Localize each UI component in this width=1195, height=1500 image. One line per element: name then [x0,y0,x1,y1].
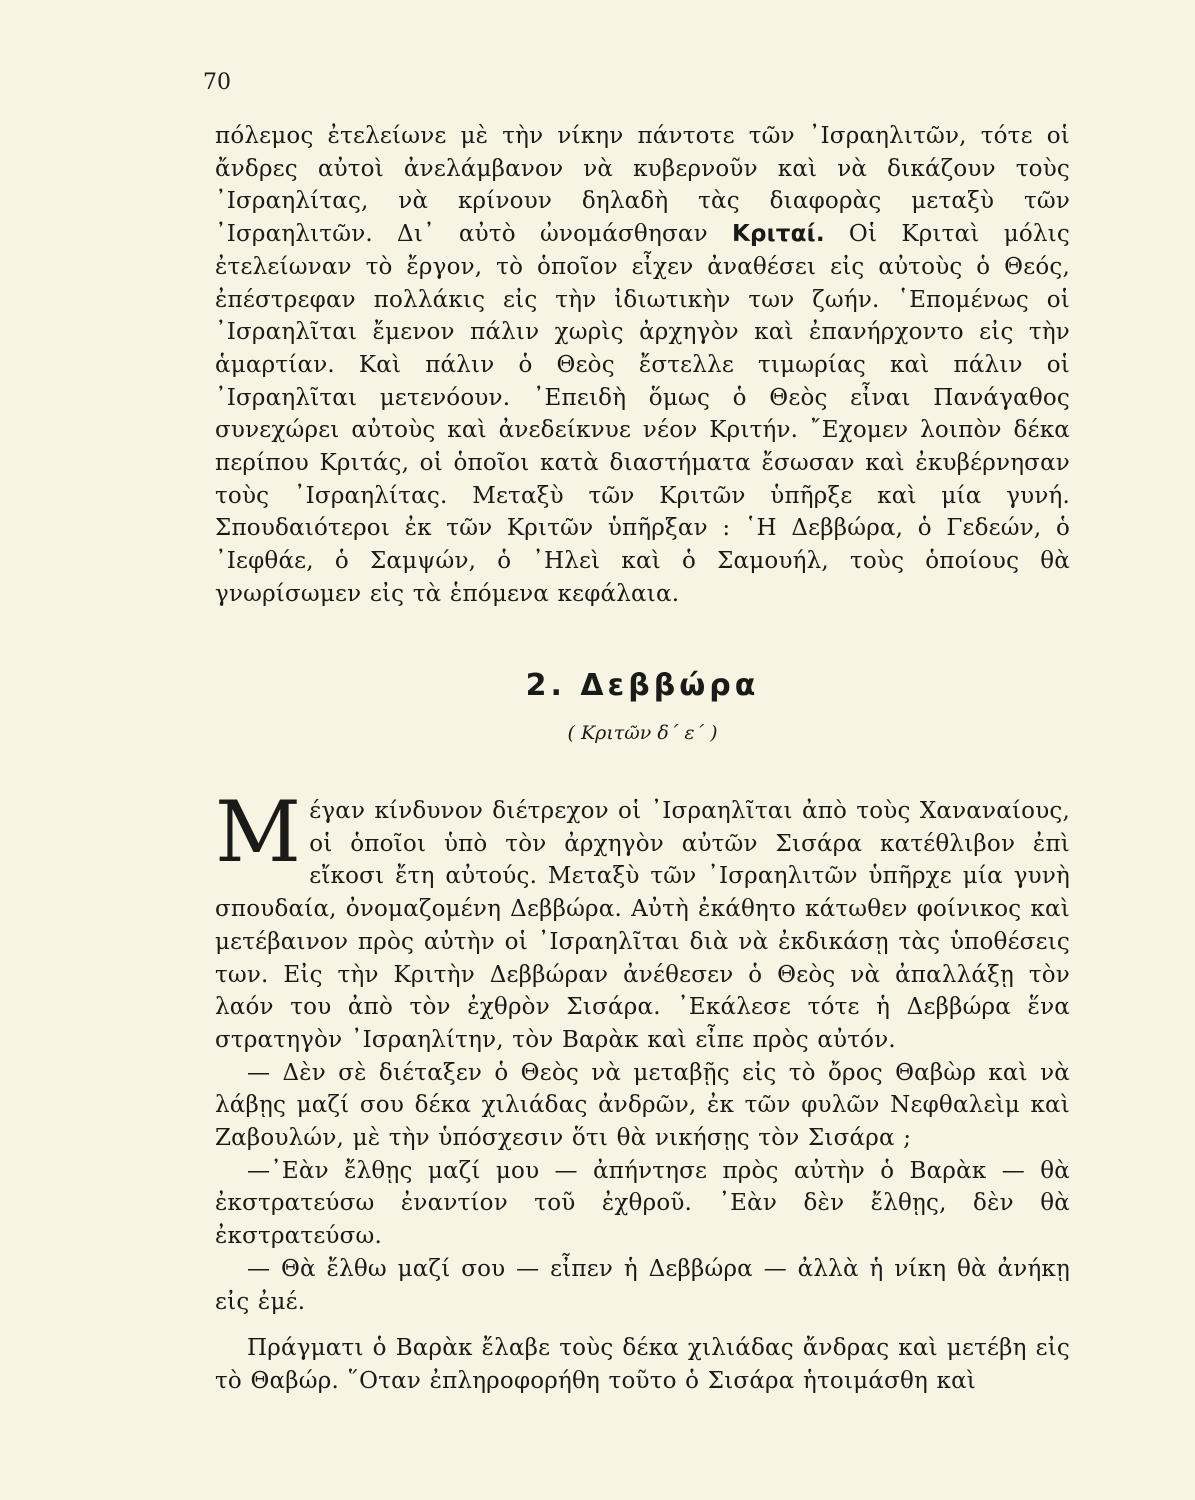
intro-section [215,120,1070,611]
dialogue-line: — Θὰ ἔλθω μαζί σου — εἶπεν ἡ Δεββώρα — ἀλλὰ ἡ νίκη θὰ ἀνήκῃ εἰς ἐμέ. [215,1255,1070,1315]
intro-text-after: Οἱ Κριταὶ μόλις ἐτελείωναν τὸ ἔργον, τὸ ὁποῖον εἶχεν ἀναθέσει εἰς αὐτοὺς ὁ Θεός, ἐπέστρεφαν πολλάκις εἰς τὴν ἰδιωτικὴν των ζωήν. ῾Επομένως οἱ ᾿Ισραηλῖται ἔμενον πάλιν χωρὶς ἀρχηγὸν καὶ ἐπανήρχοντο εἰς τὴν ἁμαρτίαν. Καὶ πάλιν ὁ Θεὸς ἔστελλε τιμωρίας καὶ πάλιν οἱ ᾿Ισραηλῖται μετενόουν. ᾿Επειδὴ ὅμως ὁ Θεὸς εἶναι Πανάγαθος συνεχώρει αὐτοὺς καὶ ἀνεδείκνυε νέον Κριτήν. ῎Εχομεν λοιπὸν δέκα περίπου Κριτάς, οἱ ὁποῖοι κατὰ διαστήματα ἔσωσαν καὶ ἐκυβέρνησαν τοὺς ᾿Ισραηλίτας. Μεταξὺ τῶν Κριτῶν ὑπῆρξε καὶ μία γυνή. Σπουδαιότεροι ἐκ τῶν Κριτῶν ὑπῆρξαν : ῾Η Δεββώρα, ὁ Γεδεών, ὁ ᾿Ιεφθάε, ὁ Σαμψών, ὁ ᾿Ηλεὶ καὶ ὁ Σαμουήλ, τοὺς ὁποίους θὰ γνωρίσωμεν εἰς τὰ ἑπόμενα κεφάλαια. [215,221,1070,607]
drop-cap: Μ [215,783,302,881]
body-paragraph [215,783,1070,1057]
chapter-title: 2. Δεββώρα [525,668,760,703]
bold-term-kritai: Κριταί. [731,221,825,248]
intro-paragraph [215,120,1070,611]
page-number: 70 [203,70,231,95]
chapter-body [215,783,1070,1398]
dialogue-line: — Δὲν σὲ διέταξεν ὁ Θεὸς νὰ μεταβῇς εἰς τὸ ὄρος Θαβὼρ καὶ νὰ λάβῃς μαζί σου δέκα χιλιάδας ἀνδρῶν, ἐκ τῶν φυλῶν Νεφθαλεὶμ καὶ Ζαβουλών, μὲ τὴν ὑπόσχεσιν ὅτι θὰ νικήσῃς τὸν Σισάρα ; [215,1059,1070,1152]
body-paragraph: Πράγματι ὁ Βαρὰκ ἔλαβε τοὺς δέκα χιλιάδας ἄνδρας καὶ μετέβη εἰς τὸ Θαβώρ. ῞Οταν ἐπληροφορήθη τοῦτο ὁ Σισάρα ἡτοιμάσθη καὶ [215,1335,1070,1394]
intro-text-before: πόλεμος ἐτελείωνε μὲ τὴν νίκην πάντοτε τῶν ᾿Ισραηλιτῶν, τότε οἱ ἄνδρες αὐτοὶ ἀνελάμβανον νὰ κυβερνοῦν καὶ νὰ δικάζουν τοὺς ᾿Ισραηλίτας, νὰ κρίνουν δηλαδὴ τὰς διαφορὰς μεταξὺ τῶν ᾿Ισραηλιτῶν. Δι᾿ αὐτὸ ὠνομάσθησαν [215,123,1070,248]
dialogue-line: —᾿Εὰν ἔλθῃς μαζί μου — ἀπήντησε πρὸς αὐτὴν ὁ Βαρὰκ — θὰ ἐκστρατεύσω ἐναντίον τοῦ ἐχθροῦ. ᾿Εὰν δὲν ἔλθῃς, δὲν θὰ ἐκστρατεύσω. [215,1157,1070,1250]
paragraph-text: έγαν κίνδυνον διέτρεχον οἱ ᾿Ισραηλῖται ἀπὸ τοὺς Χαναναίους, οἱ ὁποῖοι ὑπὸ τὸν ἀρχηγὸν αὐτῶν Σισάρα κατέθλιβον ἐπὶ εἴκοσι ἔτη αὐτούς. Μεταξὺ τῶν ᾿Ισραηλιτῶν ὑπῆρχε μία γυνὴ σπουδαία, ὀνομαζομένη Δεββώρα. Αὐτὴ ἐκάθητο κάτωθεν φοίνικος καὶ μετέβαινον πρὸς αὐτὴν οἱ ᾿Ισραηλῖται διὰ νὰ ἐκδικάσῃ τὰς ὑποθέσεις των. Εἰς τὴν Κριτὴν Δεββώραν ἀνέθεσεν ὁ Θεὸς νὰ ἀπαλλάξῃ τὸν λαόν του ἀπὸ τὸν ἐχθρὸν Σισάρα. ᾿Εκάλεσε τότε ἡ Δεββώρα ἕνα στρατηγὸν ᾿Ισραηλίτην, τὸν Βαρὰκ καὶ εἶπε πρὸς αὐτόν. [215,798,1070,1053]
chapter-subtitle: ( Κριτῶν δ΄ ε΄ ) [567,722,718,744]
